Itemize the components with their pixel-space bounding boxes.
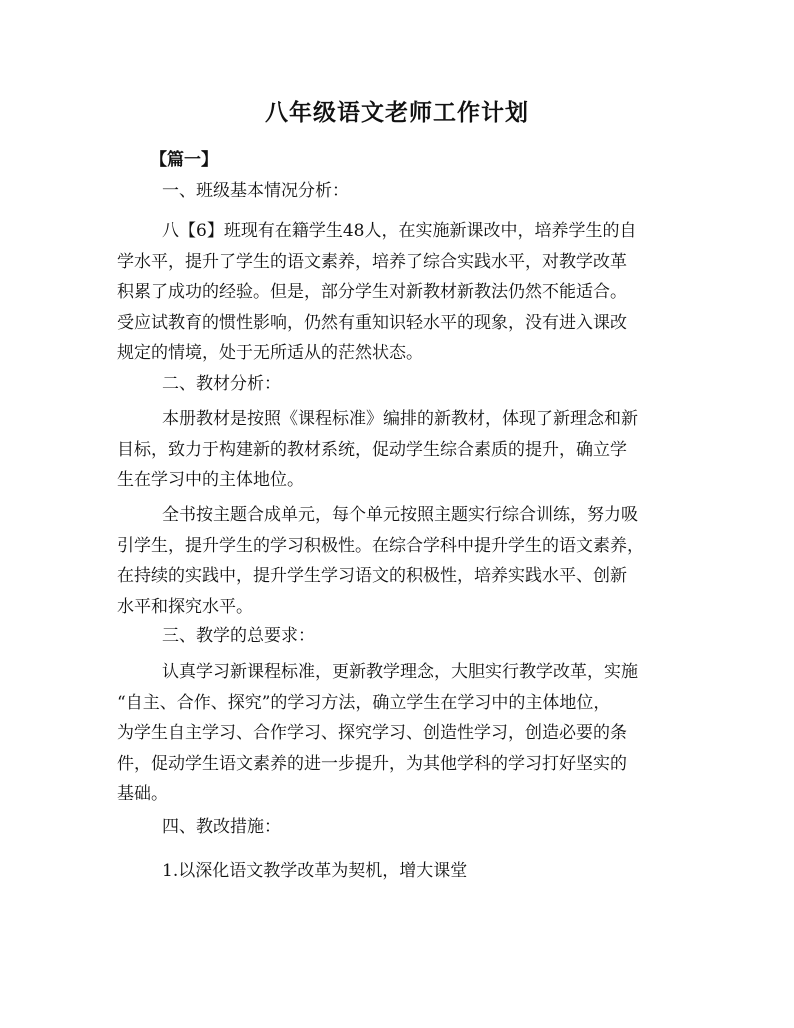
paragraph-textbook-2 bbox=[117, 500, 689, 622]
paragraph-line: 引学生，提升学生的学习积极性。在综合学科中提升学生的语文素养， bbox=[117, 535, 644, 556]
paragraph-line: 为学生自主学习、合作学习、探究学习、创造性学习，创造必要的条 bbox=[117, 723, 627, 743]
paragraph-line: 件，促动学生语文素养的进一步提升，为其他学科的学习打好坚实的 bbox=[117, 753, 627, 774]
paragraph-class-analysis bbox=[117, 216, 689, 369]
paragraph-line: 目标，致力于构建新的教材系统，促动学生综合素质的提升，确立学 bbox=[117, 439, 627, 460]
paragraph-line: 全书按主题合成单元，每个单元按照主题实行综合训练，努力吸 bbox=[162, 505, 638, 525]
paragraph-textbook-1 bbox=[117, 404, 689, 496]
document-title: 八年级语文老师工作计划 bbox=[265, 99, 529, 126]
section-tag: 【篇一】 bbox=[150, 150, 218, 170]
paragraph-line: 受应试教育的惯性影响，仍然有重知识轻水平的现象，没有进入课改 bbox=[117, 312, 627, 333]
heading-textbook-analysis: 二、教材分析： bbox=[162, 374, 281, 394]
heading-reform-measures: 四、教改措施： bbox=[162, 817, 281, 837]
paragraph-line: 积累了成功的经验。但是，部分学生对新教材新教法仍然不能适合。 bbox=[117, 282, 627, 302]
paragraph-line: 学水平，提升了学生的语文素养，培养了综合实践水平，对教学改革 bbox=[117, 251, 627, 272]
list-item-measure-1: 1.以深化语文教学改革为契机，增大课堂 bbox=[162, 861, 468, 881]
paragraph-line: 规定的情境，处于无所适从的茫然状态。 bbox=[117, 343, 423, 363]
heading-class-analysis: 一、班级基本情况分析： bbox=[162, 181, 349, 201]
heading-general-requirements: 三、教学的总要求： bbox=[162, 626, 315, 646]
paragraph-general-requirements bbox=[117, 657, 689, 810]
paragraph-line: 生在学习中的主体地位。 bbox=[117, 470, 304, 490]
paragraph-line: 基础。 bbox=[117, 784, 168, 804]
paragraph-line: 本册教材是按照《课程标准》编排的新教材，体现了新理念和新 bbox=[162, 409, 638, 429]
paragraph-line: 八【6】班现有在籍学生48人，在实施新课改中，培养学生的自 bbox=[162, 221, 637, 241]
paragraph-line: 水平和探究水平。 bbox=[117, 596, 253, 617]
paragraph-line: 在持续的实践中，提升学生学习语文的积极性，培养实践水平、创新 bbox=[117, 566, 627, 586]
paragraph-line: 认真学习新课程标准，更新教学理念，大胆实行教学改革，实施 bbox=[162, 662, 638, 682]
paragraph-line: “自主、合作、探究”的学习方法，确立学生在学习中的主体地位， bbox=[117, 692, 611, 713]
